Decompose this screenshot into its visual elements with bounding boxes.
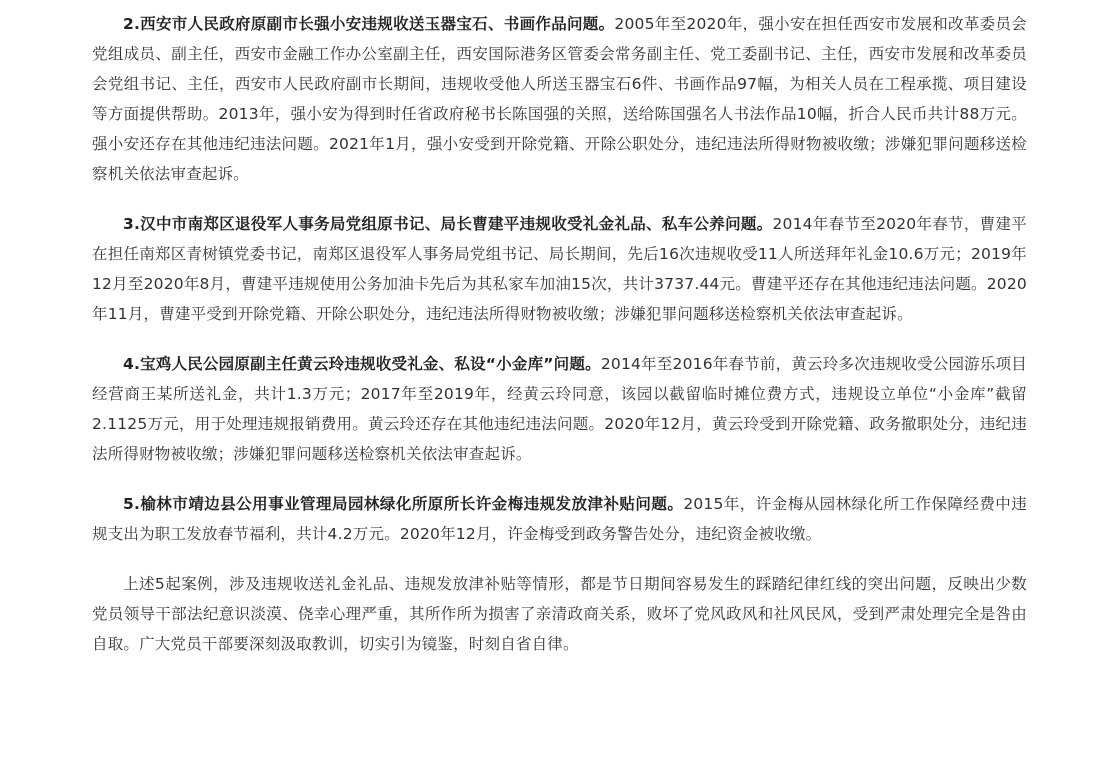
case-paragraph-3 <box>92 209 1027 329</box>
case-paragraph-5 <box>92 489 1027 549</box>
summary-text: 上述5起案例，涉及违规收送礼金礼品、违规发放津补贴等情形，都是节日期间容易发生的踩踏纪律红线的突出问题，反映出少数党员领导干部法纪意识淡漠、侥幸心理严重，其所作所为损害了亲清政商关系，败坏了党风政风和社风民风，受到严肃处理完全是咎由自取。广大党员干部要深刻汲取教训，切实引为镜鉴，时刻自省自律。 <box>92 575 1027 653</box>
case-title-4: 4.宝鸡人民公园原副主任黄云玲违规收受礼金、私设“小金库”问题。 <box>123 355 601 373</box>
case-body-2: 2005年至2020年，强小安在担任西安市发展和改革委员会党组成员、副主任，西安市金融工作办公室副主任，西安国际港务区管委会常务副主任、党工委副书记、主任，西安市发展和改革委员会党组书记、主任，西安市人民政府副市长期间，违规收受他人所送玉器宝石6件、书画作品97幅，为相关人员在工程承揽、项目建设等方面提供帮助。2013年，强小安为得到时任省政府秘书长陈国强的关照，送给陈国强名人书法作品10幅，折合人民币共计88万元。强小安还存在其他违纪违法问题。2021年1月，强小安受到开除党籍、开除公职处分，违纪违法所得财物被收缴；涉嫌犯罪问题移送检察机关依法审查起诉。 <box>92 15 1027 183</box>
case-paragraph-2 <box>92 9 1027 189</box>
case-body-3: 2014年春节至2020年春节，曹建平在担任南郑区青树镇党委书记，南郑区退役军人事务局党组书记、局长期间，先后16次违规收受11人所送拜年礼金10.6万元；2019年12月至2020年8月，曹建平违规使用公务加油卡先后为其私家车加油15次，共计3737.44元。曹建平还存在其他违纪违法问题。2020年11月，曹建平受到开除党籍、开除公职处分，违纪违法所得财物被收缴；涉嫌犯罪问题移送检察机关依法审查起诉。 <box>92 215 1027 323</box>
case-title-3: 3.汉中市南郑区退役军人事务局党组原书记、局长曹建平违规收受礼金礼品、私车公养问题。 <box>123 215 773 233</box>
case-title-5: 5.榆林市靖边县公用事业管理局园林绿化所原所长许金梅违规发放津补贴问题。 <box>123 495 684 513</box>
case-body-4: 2014年至2016年春节前，黄云玲多次违规收受公园游乐项目经营商王某所送礼金，共计1.3万元；2017年至2019年，经黄云玲同意，该园以截留临时摊位费方式，违规设立单位“小金库”截留2.1125万元，用于处理违规报销费用。黄云玲还存在其他违纪违法问题。2020年12月，黄云玲受到开除党籍、政务撤职处分，违纪违法所得财物被收缴；涉嫌犯罪问题移送检察机关依法审查起诉。 <box>92 355 1027 463</box>
case-paragraph-4 <box>92 349 1027 469</box>
summary-paragraph <box>92 569 1027 659</box>
case-title-2: 2.西安市人民政府原副市长强小安违规收送玉器宝石、书画作品问题。 <box>123 15 615 33</box>
case-body-5: 2015年，许金梅从园林绿化所工作保障经费中违规支出为职工发放春节福利，共计4.2万元。2020年12月，许金梅受到政务警告处分，违纪资金被收缴。 <box>92 495 1027 543</box>
